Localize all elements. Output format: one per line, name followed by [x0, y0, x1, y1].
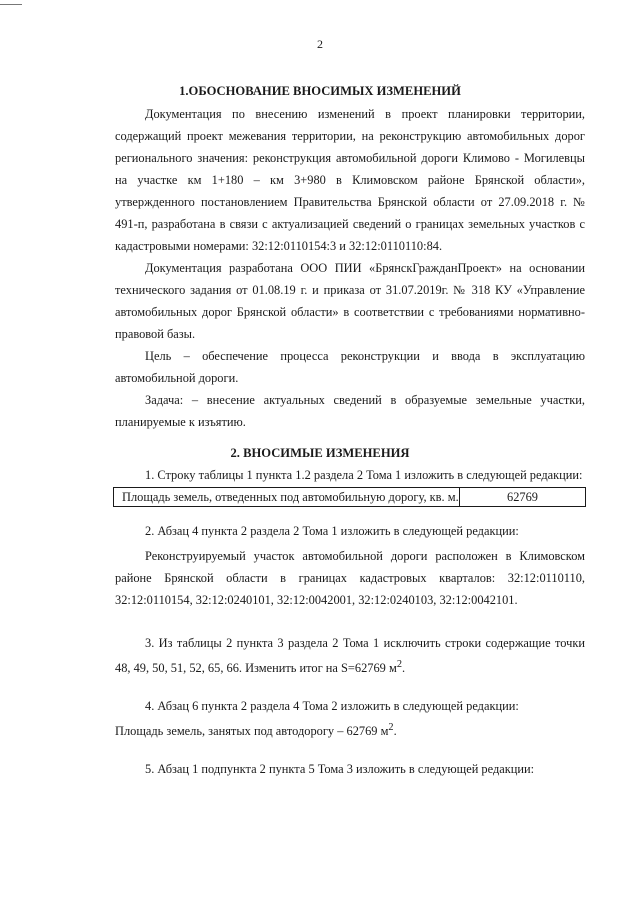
item-2-block	[115, 520, 585, 542]
section1-body-3	[115, 345, 585, 389]
section1-paragraph-1: Документация по внесению изменений в проект планировки территории, содержащий проект межевания территории, на реконструкцию автомобильных дорог регионального значения: реконструкция автомобильной дороги Климово - Могилевцы на участке км 1+180 – км 3+980 в Климовском районе Брянской области», утвержденного постановлением Правительства Брянской области от 27.09.2018 г. № 491-п, разработана в связи с актуализацией сведений о границах земельных участков с кадастровыми номерами: 32:12:0110154:3 и 32:12:0110110:84.	[115, 107, 585, 253]
scan-corner-mark	[0, 0, 22, 5]
item-5-block	[115, 758, 585, 780]
item-4-paragraph	[115, 717, 585, 742]
section1-body-2	[115, 257, 585, 345]
item-3-superscript: 2	[396, 659, 402, 670]
item-1-block	[115, 464, 585, 486]
area-table-label: Площадь земель, отведенных под автомобильную дорогу, кв. м.	[122, 490, 459, 504]
section1-body	[115, 103, 585, 257]
area-table-value: 62769	[459, 488, 585, 506]
item-2-paragraph: Реконструируемый участок автомобильной дороги расположен в Климовском районе Брянской области в границах кадастровых кварталов: 32:12:0110110, 32:12:0110154, 32:12:0240101, 32:12:0042001, 32:12:0240103, 32:12:0042101.	[115, 549, 585, 607]
section1-heading: 1.ОБОСНОВАНИЕ ВНОСИМЫХ ИЗМЕНЕНИЙ	[179, 84, 461, 98]
item-4-main: Площадь земель, занятых под автодорогу – 62769 м	[115, 724, 389, 739]
item-3-text	[115, 632, 585, 679]
item-4-end: .	[393, 724, 397, 739]
item-2-body	[115, 545, 585, 611]
item-3-end: .	[402, 661, 406, 676]
item-2-text: 2. Абзац 4 пункта 2 раздела 2 Тома 1 изложить в следующей редакции:	[145, 524, 519, 538]
section1-body-4	[115, 389, 585, 433]
area-table-row	[113, 487, 586, 507]
item-5-text: 5. Абзац 1 подпункта 2 пункта 5 Тома 3 изложить в следующей редакции:	[145, 762, 535, 776]
item-4-text: 4. Абзац 6 пункта 2 раздела 4 Тома 2 изложить в следующей редакции:	[145, 699, 519, 713]
item-1-text: 1. Строку таблицы 1 пункта 1.2 раздела 2 Тома 1 изложить в следующей редакции:	[145, 468, 583, 482]
item-3-block	[115, 632, 585, 679]
section1-paragraph-3: Цель – обеспечение процесса реконструкции и ввода в эксплуатацию автомобильной дороги.	[115, 349, 585, 385]
item-4-block	[115, 695, 585, 742]
page-number: 2	[317, 37, 323, 51]
item-4-superscript: 2	[388, 722, 394, 733]
item-3-main: 3. Из таблицы 2 пункта 3 раздела 2 Тома 1 исключить строки содержащие точки 48, 49, 50, 51, 52, 65, 66. Изменить итог на S=62769 м	[115, 636, 585, 676]
section1-paragraph-2: Документация разработана ООО ПИИ «БрянскГражданПроект» на основании технического задания от 01.08.19 г. и приказа от 31.07.2019г. № 318 КУ «Управление автомобильных дорог Брянской области» в соответствии с требованиями нормативно-правовой базы.	[115, 261, 585, 341]
section1-paragraph-4: Задача: – внесение актуальных сведений в образуемые земельные участки, планируемые к изъятию.	[115, 393, 585, 429]
section2-heading: 2. ВНОСИМЫЕ ИЗМЕНЕНИЯ	[230, 446, 410, 460]
